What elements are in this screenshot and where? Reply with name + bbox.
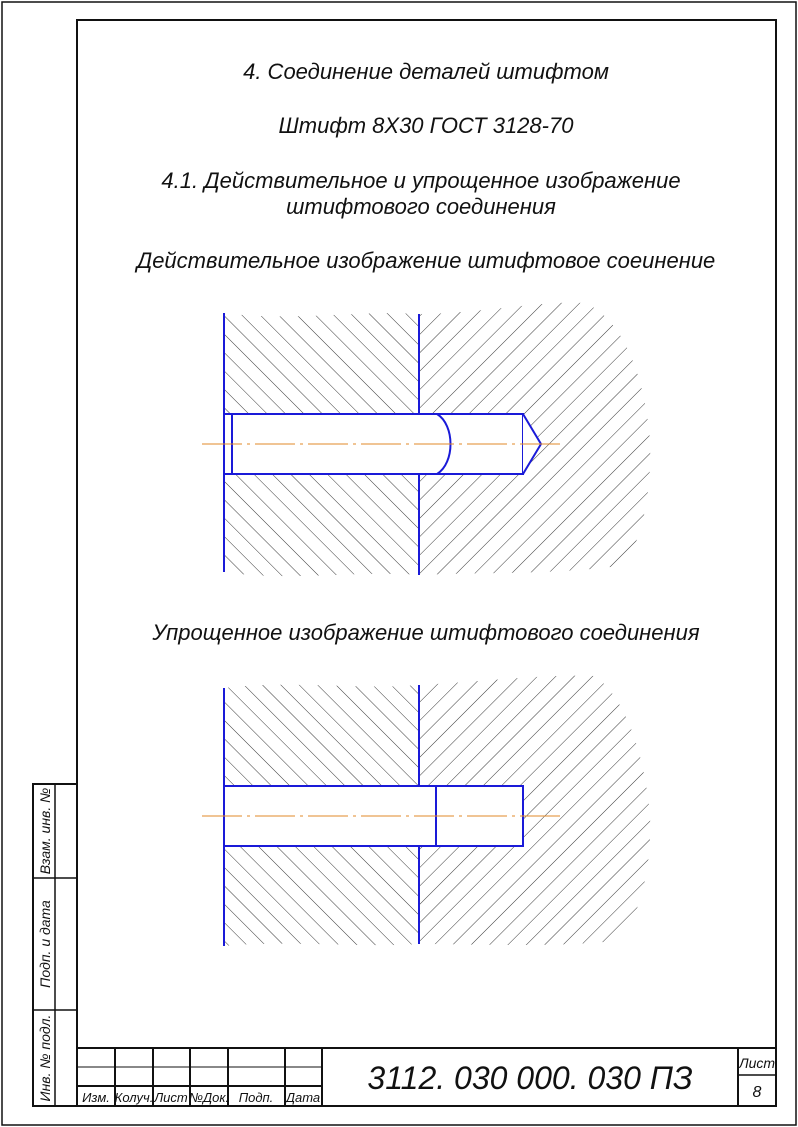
col-data: Дата — [285, 1090, 321, 1105]
simplified-view-caption: Упрощенное изображение штифтового соединения — [152, 620, 700, 645]
sheet-number: 8 — [752, 1084, 762, 1101]
actual-left-part-upper — [224, 313, 419, 414]
part-designation: Штифт 8Х30 ГОСТ 3128-70 — [278, 113, 574, 138]
col-podp: Подп. — [238, 1090, 274, 1105]
podp-data-label: Подп. и дата — [37, 900, 53, 988]
simplified-left-part-lower — [224, 846, 419, 946]
actual-view-caption: Действительное изображение штифтовое соеинение — [136, 248, 716, 273]
subsection-title-line1: 4.1. Действительное и упрощенное изображение — [161, 168, 681, 193]
inv-podl-label: Инв. № подл. — [37, 1014, 53, 1102]
subsection-title-line2: штифтового соединения — [286, 194, 556, 219]
col-list: Лист — [154, 1090, 188, 1105]
vzam-inv-label: Взам. инв. № — [37, 787, 53, 875]
side-strip — [33, 784, 77, 1106]
section-title: 4. Соединение деталей штифтом — [243, 59, 609, 84]
simplified-left-part-upper — [224, 685, 419, 786]
document-code: 3112. 030 000. 030 ПЗ — [367, 1060, 693, 1096]
title-block — [77, 1048, 776, 1106]
sheet-label: Лист — [738, 1055, 776, 1071]
simplified-pin-joint-figure — [202, 676, 650, 946]
actual-pin-joint-figure — [202, 303, 650, 577]
actual-left-part-lower — [224, 474, 419, 576]
col-kol-uch: Колуч. — [114, 1090, 154, 1105]
col-izm: Изм. — [82, 1090, 110, 1105]
col-n-dok: №Док. — [188, 1090, 230, 1105]
